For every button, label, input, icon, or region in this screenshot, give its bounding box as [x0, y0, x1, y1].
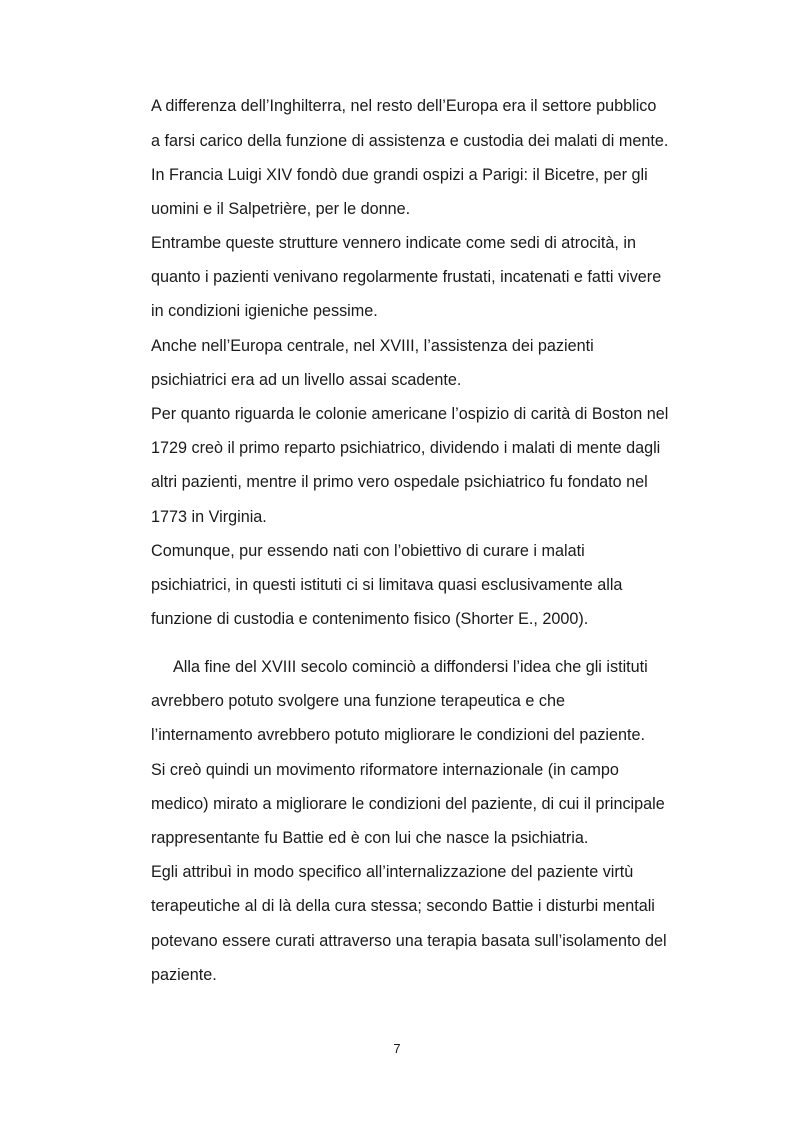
text-line: psichiatrici era ad un livello assai scadente.: [151, 371, 462, 389]
text-line: Entrambe queste strutture vennero indicate come sedi di atrocità, in: [151, 234, 636, 252]
text-line: paziente.: [151, 966, 217, 984]
text-line: quanto i pazienti venivano regolarmente frustati, incatenati e fatti vivere: [151, 268, 662, 286]
text-line: terapeutiche al di là della cura stessa; secondo Battie i disturbi mentali: [151, 897, 655, 915]
page-number: 7: [393, 1041, 401, 1056]
text-line: rappresentante fu Battie ed è con lui che nasce la psichiatria.: [151, 829, 589, 847]
text-line: 1729 creò il primo reparto psichiatrico, dividendo i malati di mente dagli: [151, 439, 661, 457]
text-line: medico) mirato a migliorare le condizioni del paziente, di cui il principale: [151, 795, 665, 813]
text-line: avrebbero potuto svolgere una funzione terapeutica e che: [151, 692, 565, 710]
text-line: Per quanto riguarda le colonie americane l’ospizio di carità di Boston nel: [151, 405, 669, 423]
text-line: altri pazienti, mentre il primo vero ospedale psichiatrico fu fondato nel: [151, 473, 648, 491]
text-line: in condizioni igieniche pessime.: [151, 302, 378, 320]
text-line: Egli attribuì in modo specifico all’internalizzazione del paziente virtù: [151, 863, 634, 881]
text-line: l’internamento avrebbero potuto migliorare le condizioni del paziente.: [151, 726, 646, 744]
text-line: psichiatrici, in questi istituti ci si limitava quasi esclusivamente alla: [151, 576, 623, 594]
text-line: Comunque, pur essendo nati con l’obiettivo di curare i malati: [151, 542, 585, 560]
text-line: A differenza dell’Inghilterra, nel resto dell’Europa era il settore pubblico: [151, 97, 657, 115]
text-line: Si creò quindi un movimento riformatore internazionale (in campo: [151, 761, 619, 779]
text-line: 1773 in Virginia.: [151, 508, 267, 526]
text-line: In Francia Luigi XIV fondò due grandi ospizi a Parigi: il Bicetre, per gli: [151, 166, 648, 184]
text-line: potevano essere curati attraverso una terapia basata sull’isolamento del: [151, 932, 667, 950]
text-line: uomini e il Salpetrière, per le donne.: [151, 200, 411, 218]
text-line: Alla fine del XVIII secolo cominciò a diffondersi l’idea che gli istituti: [173, 658, 648, 676]
text-line: Anche nell’Europa centrale, nel XVIII, l’assistenza dei pazienti: [151, 337, 594, 355]
text-line: a farsi carico della funzione di assistenza e custodia dei malati di mente.: [151, 132, 669, 150]
text-line: funzione di custodia e contenimento fisico (Shorter E., 2000).: [151, 610, 589, 628]
